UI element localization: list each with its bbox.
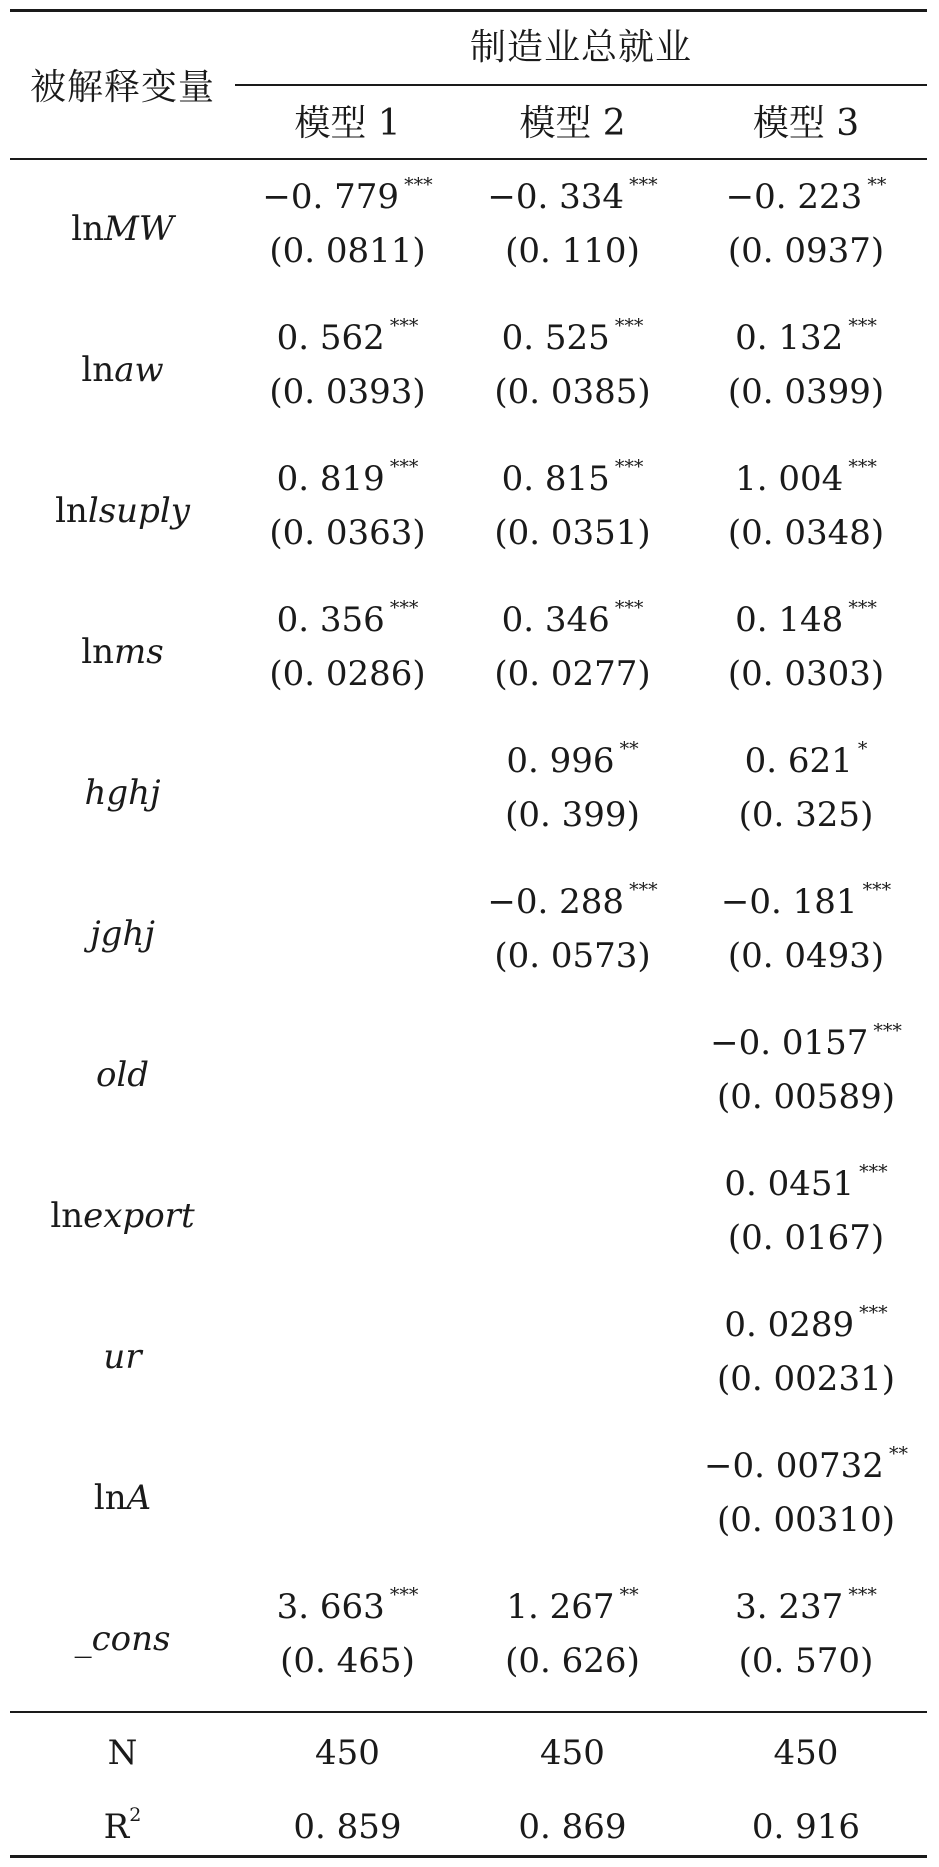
coefficient-cell (235, 1449, 460, 1483)
coefficient-cell (460, 1584, 685, 1627)
standard-error: (0. 0937) (727, 231, 885, 271)
significance-stars: *** (614, 456, 644, 478)
standard-error: (0. 626) (505, 1641, 640, 1681)
standard-error: (0. 0393) (269, 372, 426, 412)
significance-stars: *** (859, 1161, 888, 1183)
coefficient-value: −0. 334 (487, 177, 625, 217)
n-label: N (107, 1733, 138, 1773)
variable-name: MW (104, 209, 174, 249)
significance-stars: *** (848, 597, 877, 619)
standard-error: (0. 0351) (494, 513, 651, 553)
coefficient-cell (460, 456, 685, 499)
coefficient-value: 0. 346 (501, 600, 610, 640)
coefficient-cell (685, 456, 927, 499)
coefficient-value: −0. 223 (725, 177, 863, 217)
significance-stars: *** (859, 1302, 888, 1324)
variable-prefix: ln (71, 209, 104, 249)
coefficient-cell (685, 1020, 927, 1063)
variable-name: ur (103, 1337, 142, 1377)
variable-prefix: _ (74, 1619, 92, 1659)
group-rule (235, 84, 927, 86)
standard-error: (0. 570) (738, 1641, 874, 1681)
coefficient-cell (460, 879, 685, 922)
coefficient-cell (460, 1026, 685, 1060)
variable-label (10, 1619, 235, 1659)
coefficient-value: 0. 562 (276, 318, 385, 358)
coefficient-value: 1. 004 (735, 459, 844, 499)
coefficient-cell (685, 315, 927, 358)
r-squared-value-model-2: 0. 869 (518, 1807, 627, 1847)
r-squared-label-superscript: 2 (129, 1804, 142, 1826)
significance-stars: *** (614, 597, 644, 619)
dependent-variable-header: 被解释变量 (29, 67, 215, 108)
variable-label (10, 1196, 235, 1236)
coefficient-cell (235, 1167, 460, 1201)
n-value-model-1: 450 (315, 1733, 380, 1773)
standard-error: (0. 399) (505, 795, 640, 835)
coefficient-cell (685, 1443, 927, 1486)
coefficient-value: 3. 237 (735, 1587, 844, 1627)
standard-error: (0. 0286) (269, 654, 426, 694)
coefficient-cell (685, 597, 927, 640)
coefficient-value: −0. 0157 (710, 1023, 869, 1063)
r-squared-label (10, 1804, 235, 1847)
significance-stars: * (857, 738, 868, 760)
top-rule (10, 9, 927, 12)
significance-stars: *** (389, 597, 419, 619)
coefficient-cell (235, 1584, 460, 1627)
r-squared-label-base: R (103, 1807, 130, 1847)
footer-rule (10, 1711, 927, 1713)
variable-label (10, 914, 235, 954)
coefficient-cell (235, 174, 460, 217)
variable-prefix: ln (81, 632, 115, 672)
variable-name: export (83, 1196, 195, 1236)
variable-label (10, 491, 235, 531)
coefficient-value: 0. 356 (276, 600, 385, 640)
coefficient-value: 0. 819 (276, 459, 385, 499)
standard-error: (0. 0493) (727, 936, 885, 976)
coefficient-value: 0. 0289 (724, 1305, 855, 1345)
coefficient-cell (460, 738, 685, 781)
standard-error: (0. 325) (738, 795, 874, 835)
standard-error: (0. 0303) (727, 654, 885, 694)
standard-error: (0. 0363) (269, 513, 426, 553)
variable-label (10, 632, 235, 672)
significance-stars: *** (848, 315, 877, 337)
coefficient-cell (685, 174, 927, 217)
r-squared-value-model-1: 0. 859 (293, 1807, 402, 1847)
variable-name: hghj (84, 773, 161, 813)
variable-name: old (95, 1055, 150, 1095)
coefficient-value: 0. 996 (506, 741, 615, 781)
coefficient-cell (460, 315, 685, 358)
standard-error: (0. 0399) (727, 372, 885, 412)
coefficient-cell (235, 885, 460, 919)
coefficient-cell (685, 1161, 927, 1204)
coefficient-value: 0. 815 (501, 459, 610, 499)
coefficient-value: 0. 148 (735, 600, 844, 640)
coefficient-cell (460, 174, 685, 217)
standard-error: (0. 00231) (717, 1359, 895, 1399)
significance-stars: *** (848, 456, 877, 478)
variable-name: jghj (90, 914, 155, 954)
model-2-header: 模型 2 (519, 103, 626, 144)
standard-error: (0. 110) (505, 231, 640, 271)
significance-stars: *** (629, 174, 658, 196)
coefficient-value: 0. 132 (735, 318, 844, 358)
variable-label (10, 209, 235, 249)
coefficient-cell (460, 1308, 685, 1342)
significance-stars: *** (614, 315, 644, 337)
coefficient-cell (460, 1167, 685, 1201)
significance-stars: *** (862, 879, 892, 901)
variable-label (10, 773, 235, 813)
variable-name: ms (114, 632, 164, 672)
standard-error: (0. 00589) (717, 1077, 895, 1117)
variable-prefix: ln (50, 1196, 84, 1236)
coefficient-cell (235, 1308, 460, 1342)
variable-name: lsuply (87, 491, 190, 531)
header-rule (10, 158, 927, 160)
significance-stars: ** (888, 1443, 908, 1465)
significance-stars: *** (629, 879, 658, 901)
significance-stars: *** (873, 1020, 902, 1042)
coefficient-value: 0. 621 (744, 741, 853, 781)
coefficient-cell (235, 1026, 460, 1060)
coefficient-cell (685, 1584, 927, 1627)
significance-stars: *** (404, 174, 433, 196)
standard-error: (0. 0573) (494, 936, 651, 976)
coefficient-value: −0. 00732 (704, 1446, 884, 1486)
standard-error: (0. 00310) (717, 1500, 895, 1540)
significance-stars: ** (867, 174, 887, 196)
significance-stars: *** (389, 1584, 419, 1606)
significance-stars: *** (389, 456, 419, 478)
group-header: 制造业总就业 (469, 27, 692, 68)
coefficient-cell (460, 1449, 685, 1483)
n-value-model-2: 450 (540, 1733, 605, 1773)
standard-error: (0. 0348) (727, 513, 885, 553)
coefficient-cell (685, 1302, 927, 1345)
coefficient-cell (235, 315, 460, 358)
variable-label (10, 1055, 235, 1095)
significance-stars: *** (389, 315, 419, 337)
coefficient-cell (460, 597, 685, 640)
significance-stars: *** (848, 1584, 877, 1606)
coefficient-value: 1. 267 (506, 1587, 615, 1627)
variable-label (10, 1478, 235, 1518)
standard-error: (0. 0277) (494, 654, 651, 694)
coefficient-cell (235, 597, 460, 640)
r-squared-value-model-3: 0. 916 (751, 1807, 861, 1847)
coefficient-value: 0. 0451 (724, 1164, 855, 1204)
significance-stars: ** (619, 738, 639, 760)
standard-error: (0. 0385) (494, 372, 651, 412)
variable-prefix: ln (93, 1478, 127, 1518)
coefficient-cell (685, 879, 927, 922)
variable-name: A (126, 1478, 152, 1518)
model-3-header: 模型 3 (752, 103, 860, 144)
standard-error: (0. 0811) (269, 231, 426, 271)
coefficient-cell (685, 738, 927, 781)
variable-name: cons (91, 1619, 171, 1659)
standard-error: (0. 465) (280, 1641, 415, 1681)
variable-label (10, 350, 235, 390)
n-value-model-3: 450 (773, 1733, 839, 1773)
coefficient-value: 0. 525 (501, 318, 610, 358)
significance-stars: ** (619, 1584, 639, 1606)
variable-prefix: ln (81, 350, 115, 390)
standard-error: (0. 0167) (727, 1218, 885, 1258)
coefficient-cell (235, 456, 460, 499)
coefficient-value: 3. 663 (276, 1587, 385, 1627)
model-1-header: 模型 1 (294, 103, 401, 144)
coefficient-cell (235, 744, 460, 778)
coefficient-value: −0. 181 (720, 882, 858, 922)
variable-label (10, 1337, 235, 1377)
variable-prefix: ln (55, 491, 88, 531)
coefficient-value: −0. 288 (487, 882, 625, 922)
coefficient-value: −0. 779 (262, 177, 400, 217)
bottom-rule (10, 1855, 927, 1858)
variable-name: aw (114, 350, 164, 390)
